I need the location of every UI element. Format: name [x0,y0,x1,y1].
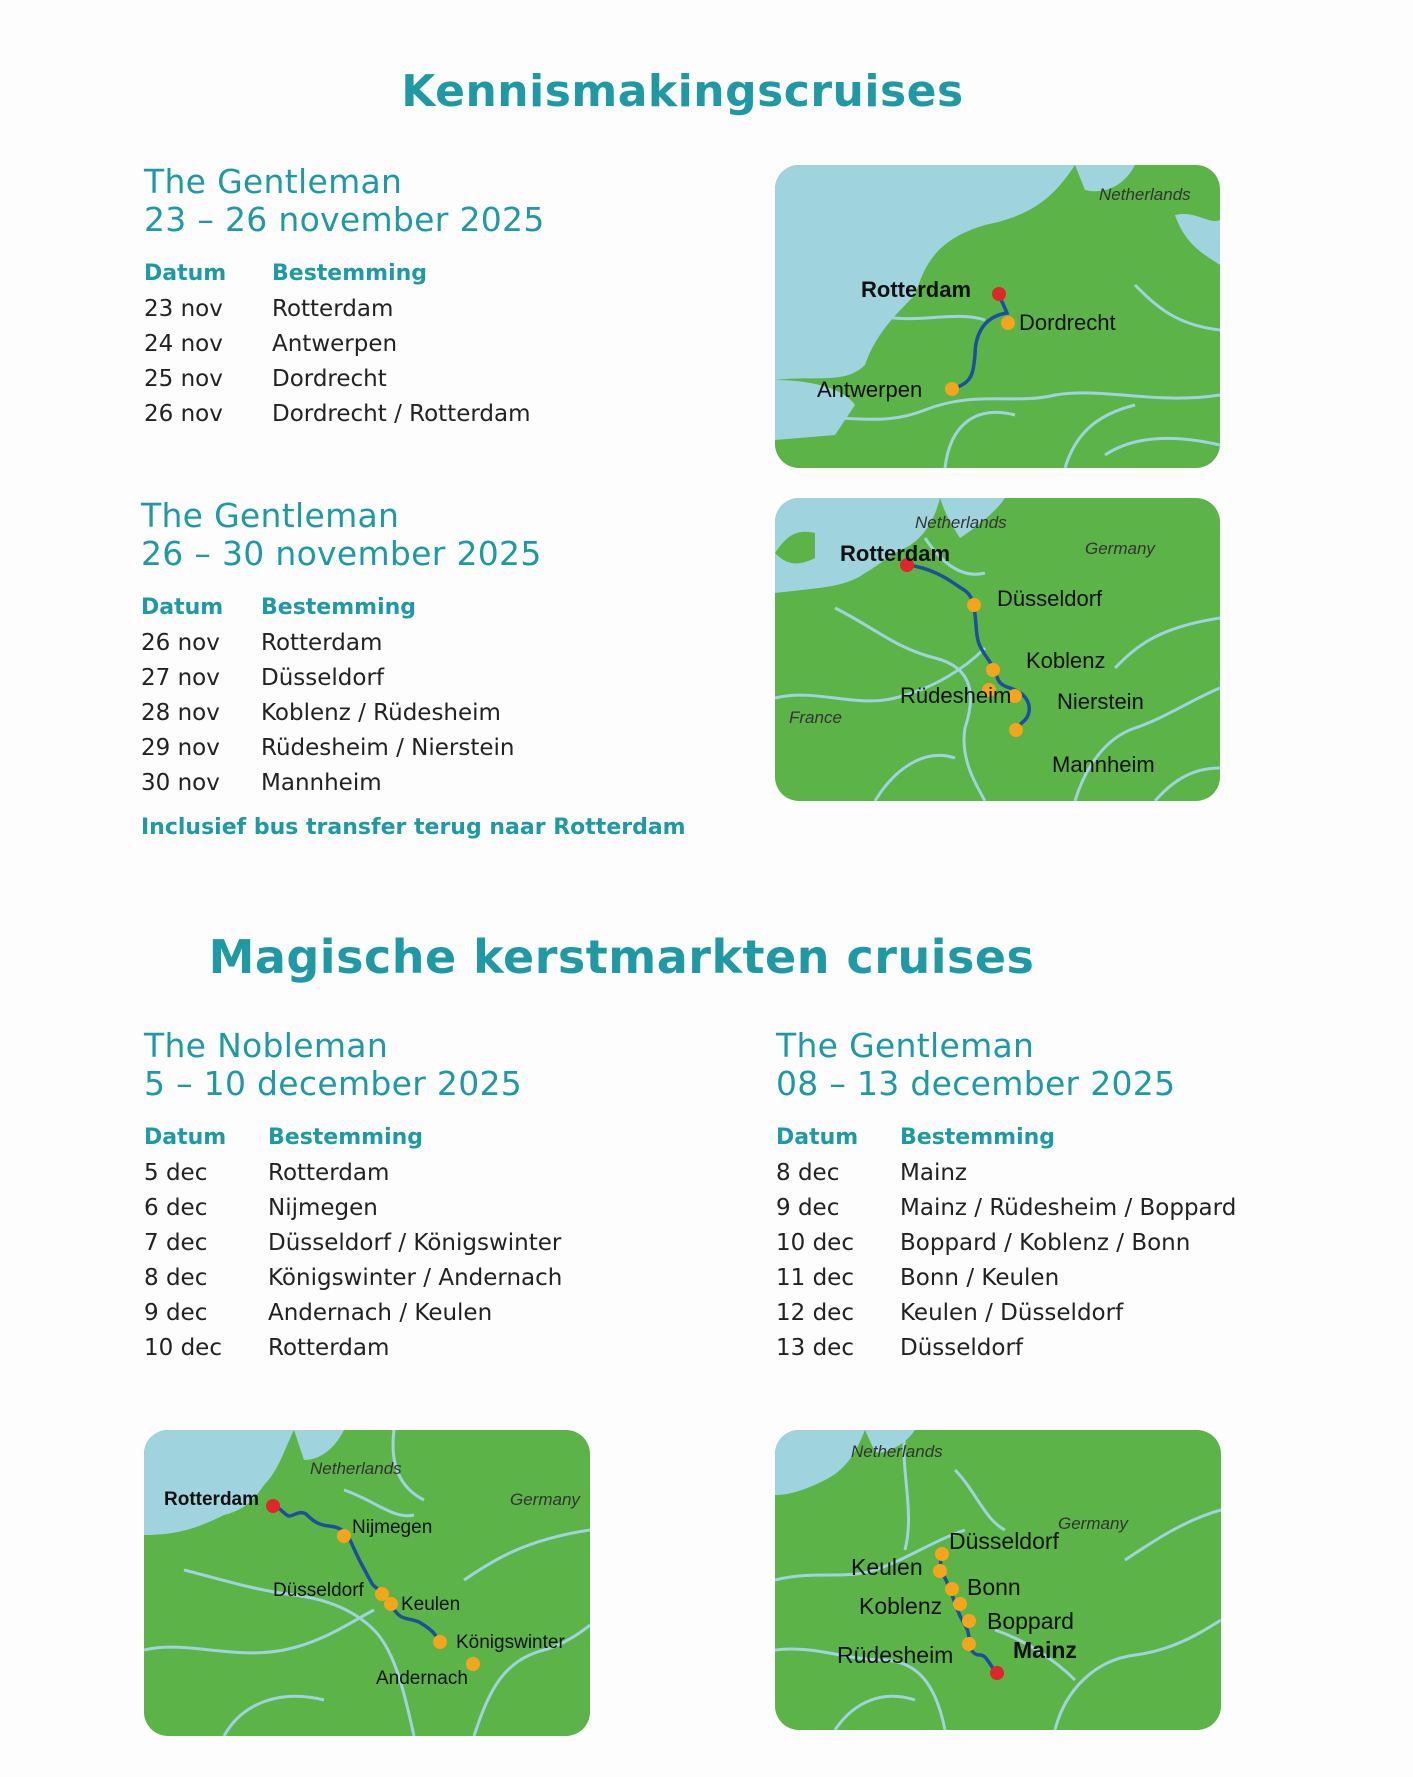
table-row [144,1296,562,1331]
row-date: 30 nov [141,770,220,796]
table-row [144,1226,562,1261]
date-header: Datum [776,1125,859,1150]
map-country-label: Netherlands [1099,185,1191,204]
map-country-label: Netherlands [851,1442,943,1461]
route-map-1 [775,165,1220,468]
table-row [141,661,514,696]
table-row [776,1261,1236,1296]
table-row [776,1331,1236,1366]
map-city-label: Nierstein [1057,689,1144,714]
table-row [776,1226,1236,1261]
route-map-2 [775,498,1220,801]
table-row [141,696,514,731]
row-destination: Bonn / Keulen [900,1265,1060,1291]
table-row [144,397,531,432]
ship-name: The Gentleman [776,1026,1035,1065]
row-destination: Dordrecht / Rotterdam [272,401,531,427]
row-destination: Rotterdam [268,1160,390,1186]
row-date: 25 nov [144,366,223,392]
cruise-block-1 [144,163,545,432]
row-date: 10 dec [776,1230,854,1256]
map-city-label: Rotterdam [861,277,972,302]
row-date: 5 dec [144,1160,208,1186]
row-destination: Antwerpen [272,331,398,357]
row-destination: Mannheim [261,770,382,796]
destination-header: Bestemming [268,1125,424,1150]
map-city-label: Nijmegen [352,1517,433,1538]
map-city-label: Rüdesheim [837,1642,954,1668]
row-destination: Düsseldorf / Königswinter [268,1230,562,1256]
row-date: 6 dec [144,1195,208,1221]
row-date: 7 dec [144,1230,208,1256]
row-destination: Düsseldorf [900,1335,1024,1361]
map-country-label: Netherlands [310,1459,402,1478]
ship-name: The Nobleman [144,1026,389,1065]
date-header: Datum [141,595,224,620]
map-city-label: Königswinter [456,1632,565,1653]
row-destination: Mainz / Rüdesheim / Boppard [900,1195,1237,1221]
map-city-label: Keulen [851,1554,923,1580]
table-row [776,1296,1236,1331]
section-title-xmas: Magische kerstmarkten cruises [208,930,1035,984]
row-destination: Rotterdam [261,630,383,656]
row-destination: Andernach / Keulen [268,1300,493,1326]
cruise-dates: 23 – 26 november 2025 [144,200,545,239]
row-date: 8 dec [144,1265,208,1291]
row-date: 26 nov [144,401,223,427]
row-destination: Rüdesheim / Nierstein [261,735,515,761]
row-date: 10 dec [144,1335,222,1361]
section-title-intro: Kennismakingscruises [401,66,964,117]
itinerary-table [776,1125,1236,1366]
date-header: Datum [144,1125,227,1150]
map-city-label: Antwerpen [817,377,923,402]
map-city-label: Rüdesheim [900,683,1012,708]
table-row [144,292,531,327]
table-row [144,1156,562,1191]
cruise-dates: 5 – 10 december 2025 [144,1064,523,1103]
map-city-label: Keulen [401,1594,461,1615]
row-destination: Düsseldorf [261,665,385,691]
map-city-label: Koblenz [859,1593,943,1619]
destination-header: Bestemming [900,1125,1056,1150]
table-row [144,327,531,362]
map-city-label: Boppard [987,1608,1074,1634]
map-country-label: Netherlands [915,513,1007,532]
table-row [144,1261,562,1296]
destination-header: Bestemming [261,595,417,620]
map-country-label: Germany [1058,1514,1128,1533]
row-destination: Mainz [900,1160,967,1186]
ship-name: The Gentleman [141,496,400,535]
map-city-label: Mannheim [1052,752,1155,777]
map-country-label: France [789,708,842,727]
row-destination: Königswinter / Andernach [268,1265,563,1291]
row-date: 24 nov [144,331,223,357]
table-row [144,1191,562,1226]
table-row [141,766,514,801]
cruise-block-3 [144,1027,562,1366]
row-date: 13 dec [776,1335,854,1361]
table-row [144,1331,562,1366]
map-country-label: Germany [510,1490,580,1509]
table-row [776,1156,1236,1191]
cruise-dates: 26 – 30 november 2025 [141,534,542,573]
itinerary-table [144,1125,562,1366]
route-map-4 [775,1430,1221,1730]
row-destination: Rotterdam [268,1335,390,1361]
row-date: 8 dec [776,1160,840,1186]
map-city-label: Düsseldorf [997,586,1103,611]
bus-transfer-note: Inclusief bus transfer terug naar Rotterdam [141,815,686,840]
row-date: 23 nov [144,296,223,322]
route-map-3 [144,1430,590,1736]
row-date: 9 dec [144,1300,208,1326]
itinerary-table [144,261,531,432]
row-destination: Keulen / Düsseldorf [900,1300,1124,1326]
map-city-label: Bonn [967,1574,1021,1600]
map-country-label: Germany [1085,539,1155,558]
row-date: 12 dec [776,1300,854,1326]
row-destination: Dordrecht [272,366,387,392]
table-row [141,626,514,661]
table-row [144,362,531,397]
map-city-label: Rotterdam [164,1489,260,1510]
row-destination: Rotterdam [272,296,394,322]
date-header: Datum [144,261,227,286]
row-date: 27 nov [141,665,220,691]
row-destination: Nijmegen [268,1195,378,1221]
row-date: 11 dec [776,1265,854,1291]
table-row [776,1191,1236,1226]
map-city-label: Düsseldorf [273,1580,364,1601]
row-destination: Koblenz / Rüdesheim [261,700,501,726]
row-date: 29 nov [141,735,220,761]
map-city-label: Andernach [376,1668,468,1689]
destination-header: Bestemming [272,261,428,286]
row-date: 26 nov [141,630,220,656]
cruise-block-4 [776,1027,1236,1366]
map-city-label: Koblenz [1026,648,1106,673]
map-city-label: Mainz [1013,1637,1077,1663]
cruise-block-2 [141,497,686,840]
row-date: 9 dec [776,1195,840,1221]
row-destination: Boppard / Koblenz / Bonn [900,1230,1191,1256]
map-city-label: Düsseldorf [949,1528,1059,1554]
table-row [141,731,514,766]
cruise-dates: 08 – 13 december 2025 [776,1064,1176,1103]
map-city-label: Dordrecht [1019,310,1116,335]
itinerary-table [141,595,514,801]
row-date: 28 nov [141,700,220,726]
map-city-label: Rotterdam [840,541,951,566]
ship-name: The Gentleman [144,162,403,201]
